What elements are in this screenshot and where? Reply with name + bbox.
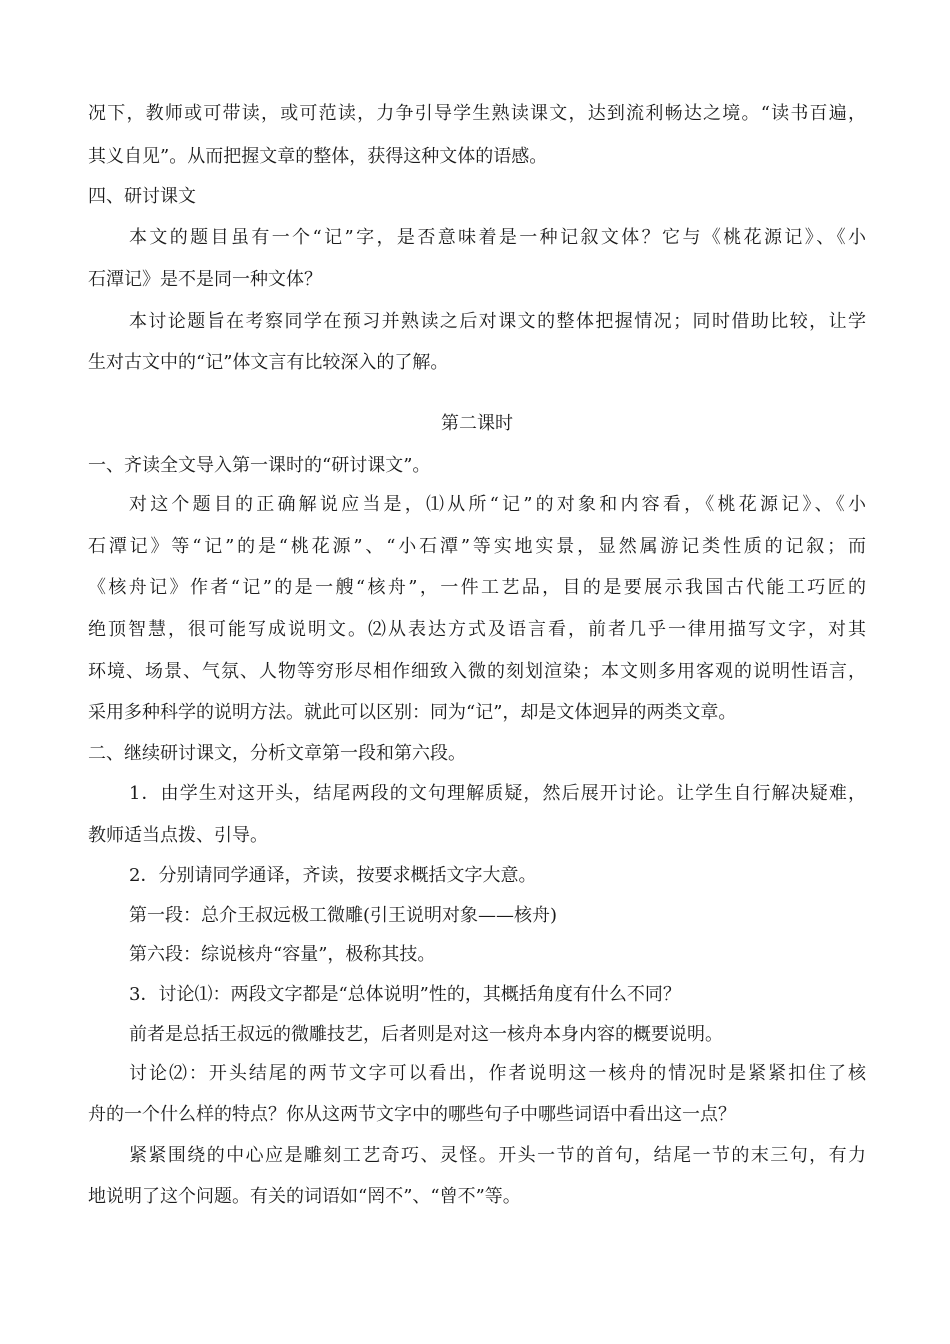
text-line: 石潭记》等“记”的是“桃花源”、“小石潭”等实地实景，显然属游记类性质的记叙；而 — [88, 536, 866, 557]
list-item: 2．分别请同学通译，齐读，按要求概括文字大意。 — [129, 865, 537, 886]
section-heading: 二、继续研讨课文，分析文章第一段和第六段。 — [88, 743, 466, 764]
text-line: 教师适当点拨、引导。 — [88, 825, 268, 846]
section-heading: 四、研讨课文 — [88, 186, 196, 207]
section-heading: 一、齐读全文导入第一课时的“研讨课文”。 — [88, 455, 431, 476]
text-line: 《核舟记》作者“记”的是一艘“核舟”，一件工艺品，目的是要展示我国古代能工巧匠的 — [88, 577, 866, 598]
text-line: 况下，教师或可带读，或可范读，力争引导学生熟读课文，达到流利畅达之境。“读书百遍， — [88, 103, 866, 124]
text-line: 讨论⑵：开头结尾的两节文字可以看出，作者说明这一核舟的情况时是紧紧扣住了核 — [129, 1063, 866, 1084]
text-line: 环境、场景、气氛、人物等穷形尽相作细致入微的刻划渲染；本文则多用客观的说明性语言， — [88, 661, 866, 682]
text-line: 采用多种科学的说明方法。就此可以区别：同为“记”，却是文体迥异的两类文章。 — [88, 702, 737, 723]
text-line: 第一段：总介王叔远极工微雕(引王说明对象——核舟) — [129, 905, 558, 926]
text-line: 生对古文中的“记”体文言有比较深入的了解。 — [88, 352, 449, 373]
text-line: 石潭记》是不是同一种文体？ — [88, 269, 322, 290]
text-line: 绝顶智慧，很可能写成说明文。⑵从表达方式及语言看，前者几乎一律用描写文字，对其 — [88, 619, 866, 640]
list-item: 3．讨论⑴：两段文字都是“总体说明”性的，其概括角度有什么不同？ — [129, 984, 681, 1005]
text-line: 第六段：综说核舟“容量”，极称其技。 — [129, 944, 436, 965]
lesson-title: 第二课时 — [441, 413, 513, 434]
text-line: 地说明了这个问题。有关的词语如“罔不”、“曾不”等。 — [88, 1186, 521, 1207]
text-line: 本文的题目虽有一个“记”字，是否意味着是一种记叙文体？它与《桃花源记》、《小 — [129, 227, 866, 248]
text-line: 舟的一个什么样的特点？你从这两节文字中的哪些句子中哪些词语中看出这一点？ — [88, 1104, 736, 1125]
text-line: 前者是总括王叔远的微雕技艺，后者则是对这一核舟本身内容的概要说明。 — [129, 1024, 723, 1045]
list-item: 1．由学生对这开头，结尾两段的文句理解质疑，然后展开讨论。让学生自行解决疑难， — [129, 783, 866, 804]
text-line: 对这个题目的正确解说应当是，⑴从所“记”的对象和内容看，《桃花源记》、《小 — [129, 494, 866, 515]
text-line: 其义自见”。从而把握文章的整体，获得这种文体的语感。 — [88, 146, 548, 167]
text-line: 紧紧围绕的中心应是雕刻工艺奇巧、灵怪。开头一节的首句，结尾一节的末三句，有力 — [129, 1145, 866, 1166]
text-line: 本讨论题旨在考察同学在预习并熟读之后对课文的整体把握情况；同时借助比较，让学 — [129, 311, 866, 332]
